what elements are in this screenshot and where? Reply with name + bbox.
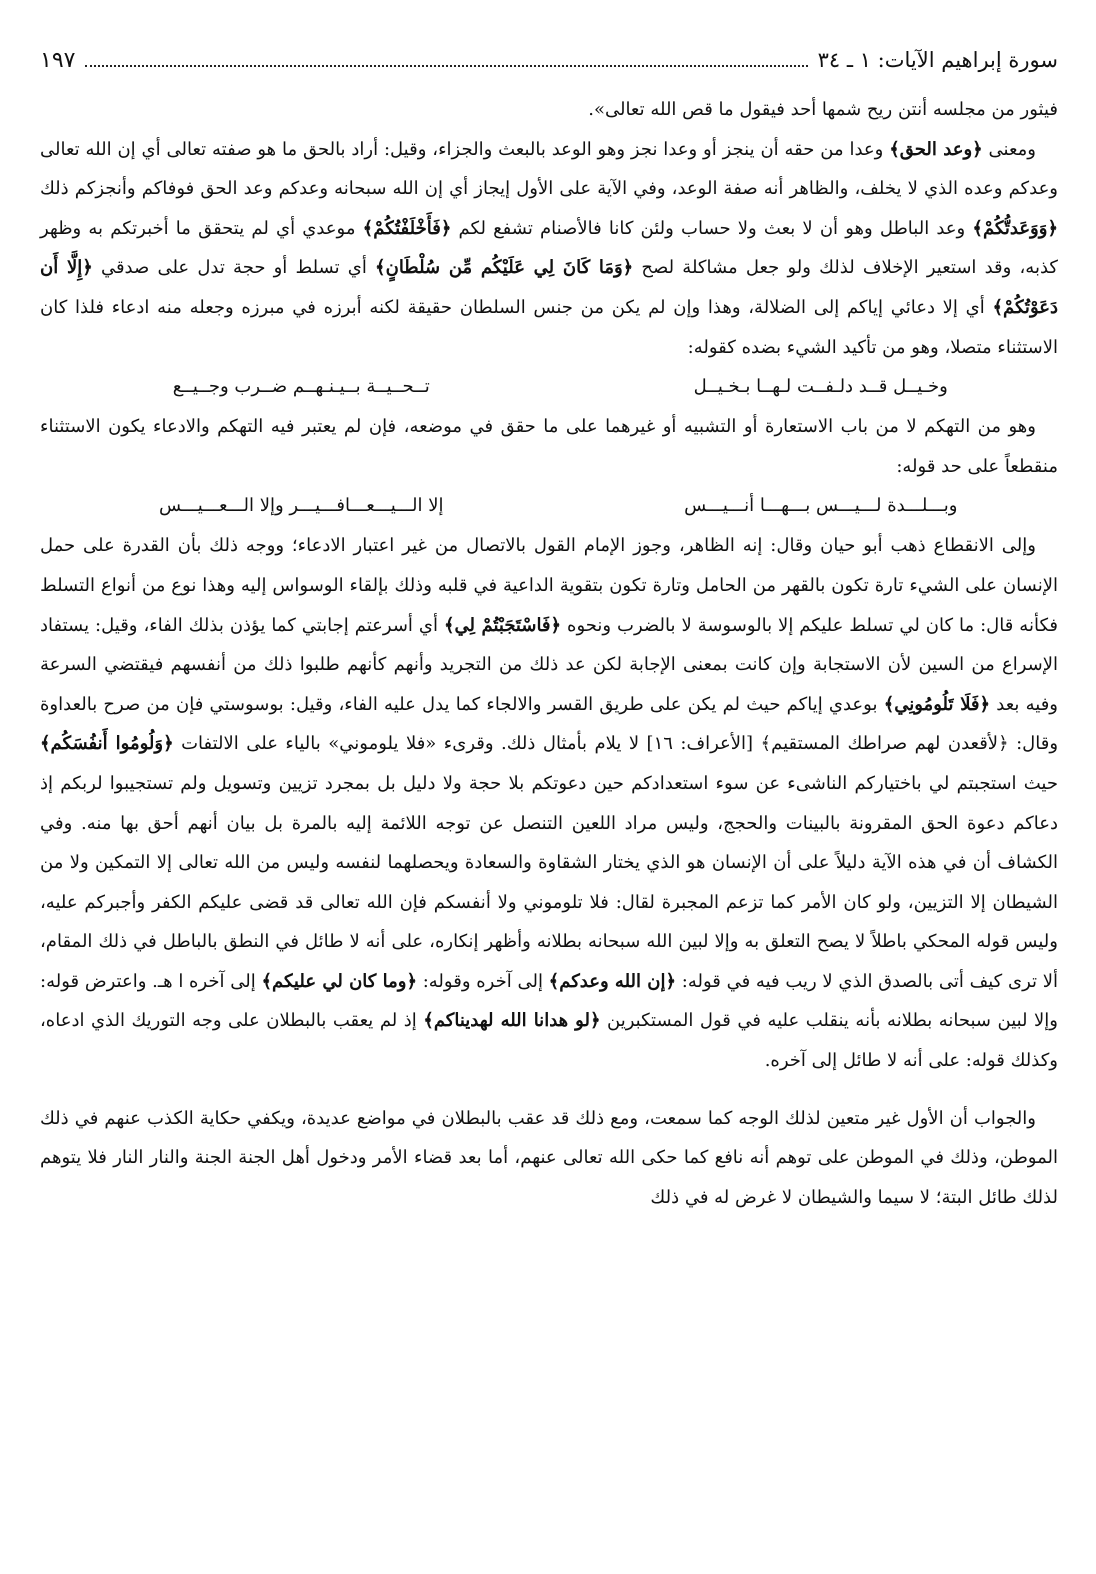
text-run: وإلى الانقطاع ذهب أبو حيان وقال: إنه الظاهر، وجوز الإمام القول بالاتصال من غير اعتبار الادعاء؛ ووجه ذلك بأن القدرة على حمل الإنسان على الشيء تارة تكون بالقهر من الحامل وتارة تكون بتقوية الداعية في قلبه وذلك بإلقاء الوسواس إليه وهذا نوع من أنواع التسلط فكأنه قال: ما كان لي تسلط عليكم إلا بالوسوسة لا بالضرب ونحوه	[40, 535, 1058, 636]
verse-hemistich-first: وخـيــل قــد دلـفــت لـهــا بـخـيــل	[693, 376, 948, 398]
text-run: حيث استجبتم لي باختياركم الناشىء عن سوء استعدادكم حين دعوتكم بلا حجة ولا دليل بل بمجرد تزيين وتسويل ولم تستجيبوا لربكم إذ دعاكم دعوة الحق المقرونة بالبينات والحجج، وليس مراد اللعين التنصل عن توجه اللائمة إليه بالمرة بل بيان أنهم أحق بها منه. وفي الكشاف أن في هذه الآية دليلاً على أن الإنسان هو الذي يختار الشقاوة والسعادة ويحصلهما لنفسه وليس من الله تعالى إلا التمكين ولا من الشيطان إلا التزيين، ولو كان الأمر كما تزعم المجبرة لقال: فلا تلوموني ولا أنفسكم فإن الله تعالى قد قضى عليكم الكفر وأجبركم عليه، وليس قوله المحكي باطلاً لا يصح التعلق به وإلا لبين الله سبحانه بطلانه وأظهر إنكاره، على أنه لا طائل في النطق بالباطل في ذلك المقام، ألا ترى كيف أتى بالصدق الذي لا ريب فيه في قوله:	[40, 772, 1058, 992]
quran-quote: ﴿لو هدانا الله لهديناكم﴾	[423, 1010, 601, 1032]
poetry-verse-2	[40, 486, 1058, 526]
quran-quote: ﴿فَاسْتَجَبْتُمْ لِي﴾	[443, 614, 562, 636]
text-run: وهو من التهكم لا من باب الاستعارة أو التشبيه أو غيرهما على ما حقق في موضعه، فإن لم يعتبر فيه التهكم والادعاء يكون الاستثناء منقطعاً على حد قوله:	[40, 416, 1058, 477]
verse-hemistich-first: وبـــلـــدة لـــيـــس بـــهـــا أنـــيـــس	[684, 495, 958, 517]
text-run: ﴿لأقعدن لهم صراطك المستقيم﴾	[760, 733, 1009, 755]
text-run: أي إلا دعائي إياكم إلى الضلالة، وهذا وإن لم يكن من جنس السلطان حقيقة لكنه أبرزه في مبرزه وجعله منه ادعاء فلذا كان الاستثناء متصلا، وهو من تأكيد الشيء بضده كقوله:	[40, 296, 1058, 358]
text-run: ومعنى	[982, 138, 1036, 160]
quran-quote: ﴿فَأَخْلَفْتُكُمْ﴾	[362, 217, 452, 239]
text-run: إذ لم يعقب بالبطلان على وجه التوريك الذي ادعاه، وكذلك قوله: على أنه لا طائل إلى آخره.	[40, 1010, 1058, 1072]
quran-quote: ﴿إِلَّا أَن دَعَوْتُكُمْ﴾	[40, 257, 1058, 318]
quran-quote: ﴿إن الله وعدكم﴾	[548, 970, 677, 992]
text-run: وعد الباطل وهو أن لا بعث ولا حساب ولئن كانا فالأصنام تشفع لكم	[451, 217, 973, 239]
verse-hemistich-second: تــحــيــة بــيـنـهــم ضــرب وجــيــع	[172, 376, 430, 398]
text-run: [الأعراف: ١٦] لا يلام بأمثال ذلك. وقرىء «فلا يلوموني» بالياء على الالتفات	[173, 733, 761, 755]
body-block-1	[40, 90, 1058, 367]
quran-quote: ﴿فَلَا تَلُومُونِي﴾	[883, 693, 991, 715]
text-run: أي تسلط أو حجة تدل على صدقي	[92, 257, 376, 279]
running-header	[40, 48, 1058, 90]
quran-quote: ﴿وَمَا كَانَ لِي عَلَيْكُم مِّن سُلْطَانٍ﴾	[375, 257, 634, 279]
text-run: فيثور من مجلسه أنتن ريح شمها أحد فيقول ما قص الله تعالى».	[588, 99, 1058, 120]
paragraph	[40, 407, 1058, 486]
paragraph	[40, 90, 1058, 130]
text-run: موعدي أي لم يتحقق ما أخبرتكم به وظهر كذبه، وقد استعير الإخلاف لذلك ولو جعل مشاكلة لصح	[40, 217, 1058, 279]
text-run: إلى آخره ا هـ. واعترض قوله: وإلا لبين سبحانه بطلانه بأنه ينقلب عليه في قول المستكبرين	[40, 970, 1058, 1032]
document-page	[40, 48, 1058, 1217]
quran-quote: ﴿وعد الحق﴾	[889, 138, 983, 160]
paragraph	[40, 130, 1058, 368]
quran-quote: ﴿وَوَعَدتُّكُمْ﴾	[972, 217, 1058, 239]
text-run: إلى آخره وقوله:	[417, 970, 549, 992]
text-run: أي أسرعتم إجابتي كما يؤذن بذلك الفاء، وقيل: يستفاد الإسراع من السين لأن الاستجابة وإن كانت بمعنى الإجابة لكن عد ذلك من التجريد وأنهم كأنهم طلبوا ذلك من أنفسهم فيقتضي السرعة وفيه بعد	[40, 614, 1058, 715]
body-block-3	[40, 526, 1058, 1217]
quran-quote: ﴿وَلُومُوا أَنفُسَكُم﴾	[40, 733, 174, 755]
verse-hemistich-second: إلا الـــيـــعـــافـــيـــر وإلا الـــعـــيـــس	[158, 495, 444, 517]
page-number: ١٩٧	[40, 48, 76, 73]
paragraph	[40, 526, 1058, 1080]
text-run: والجواب أن الأول غير متعين لذلك الوجه كما سمعت، ومع ذلك قد عقب بالبطلان في مواضع عديدة، ويكفي حكاية الكذب عنهم في ذلك الموطن، وذلك في الموطن على توهم أنه نافع كما حكى الله تعالى عنهم، أما بعد قضاء الأمر ودخول أهل الجنة الجنة والنار النار فلا يتوهم لذلك طائل البتة؛ لا سيما والشيطان لا غرض له في ذلك	[40, 1107, 1058, 1208]
body-block-2	[40, 407, 1058, 486]
quran-quote: ﴿وما كان لي عليكم﴾	[261, 970, 417, 992]
text-run: بوعدي إياكم حيث لم يكن على طريق القسر والالجاء كما يدل عليه الفاء، وقيل: بوسوستي فإن من صرح بالعداوة وقال:	[40, 693, 1059, 755]
paragraph	[40, 1099, 1058, 1218]
poetry-verse-1	[40, 367, 1058, 407]
header-dot-leader	[85, 55, 807, 67]
paragraph-gap	[40, 1081, 1058, 1099]
header-title: سورة إبراهيم الآيات: ١ ـ ٣٤	[817, 48, 1058, 72]
text-run: وعدا من حقه أن ينجز أو وعدا نجز وهو الوعد بالبعث والجزاء، وقيل: أراد بالحق ما هو صفته تعالى أي إن الله تعالى وعدكم وعده الذي لا يخلف، والظاهر أنه صفة الوعد، وفي الآية على الأول إيجاز أي إن الله سبحانه وعدكم وعد الحق فوفاكم وأنجزكم ذلك	[40, 138, 1058, 200]
